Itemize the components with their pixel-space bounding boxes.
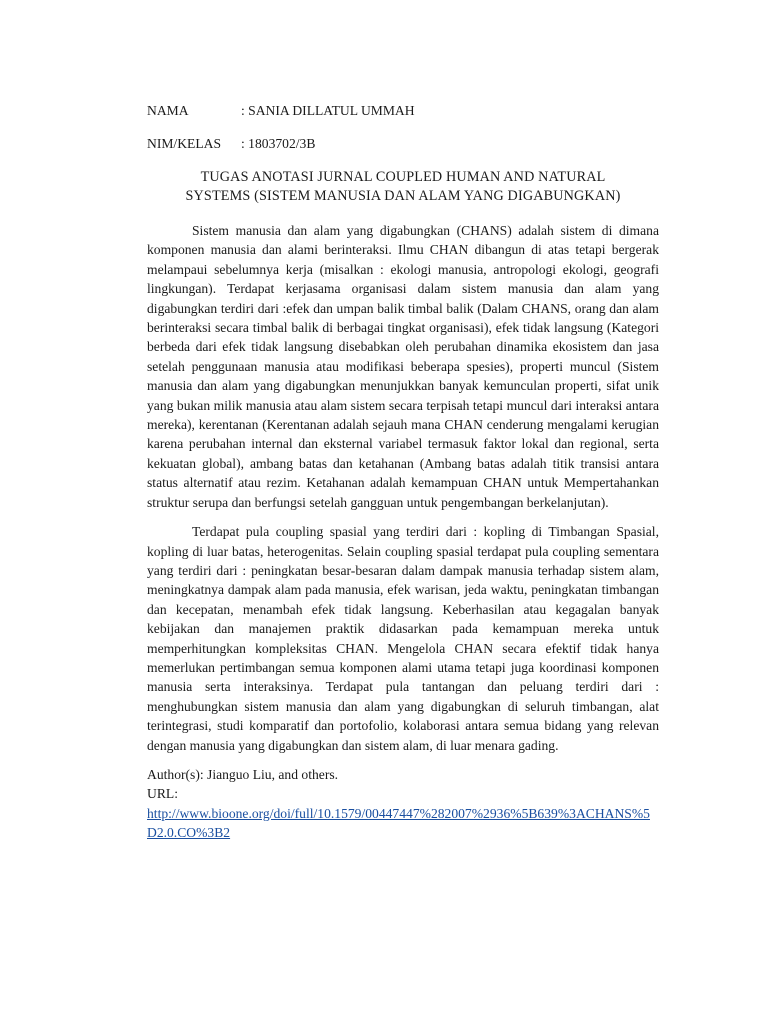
author-line: Author(s): Jianguo Liu, and others. [147,766,339,782]
nim-value: : 1803702/3B [241,136,316,152]
url-link[interactable]: http://www.bioone.org/doi/full/10.1579/00447447%282007%2936%5B639%3ACHANS%5D2.0.CO%3B2 [147,805,650,841]
paragraph-1: Sistem manusia dan alam yang digabungkan (CHANS) adalah sistem di dimana komponen manusia dan alami berinteraksi. Ilmu CHAN dibangun di atas tetapi bergerak melampaui sebelumnya kerja (misalkan : ekologi manusia, antropologi ekologi, geografi lingkungan). Terdapat kerjasama organisasi dalam sistem manusia dan alam yang digabungkan terdiri dari :efek dan umpan balik timbal balik (Dalam CHANS, orang dan alam berinteraksi secara timbal balik di berbagai tingkat organisasi), efek tidak langsung (Kategori berbeda dari efek tidak langsung disebabkan oleh perubahan dinamika ekosistem dan jasa setelah penggunaan manusia atau modifikasi beberapa spesies), properti muncul (Sistem manusia dan alam yang digabungkan menunjukkan banyak kemunculan properti, sifat unik yang bukan milik manusia atau alam sistem secara terpisah tetapi muncul dari interaksi antara mereka), kerentanan (Kerentanan adalah sejauh mana CHAN cenderung mengalami kerugian karena perubahan internal dan eksternal variabel termasuk faktor lokal dan regional, serta kekuatan global), ambang batas dan ketahanan (Ambang batas adalah titik transisi antara status alternatif atau rezim. Ketahanan adalah kemampuan CHAN untuk Mempertahankan struktur serupa dan berfungsi setelah gangguan untuk pengembangan berkelanjutan). [147,223,659,510]
nim-row [147,134,659,153]
name-value: : SANIA DILLATUL UMMAH [241,103,415,118]
url-label: URL: [147,786,178,802]
title-line-2: SYSTEMS (SISTEM MANUSIA DAN ALAM YANG DIGABUNGKAN) [185,188,621,205]
nim-label: NIM/KELAS [147,136,222,152]
document-body [147,101,659,843]
document-title [147,168,659,207]
name-label: NAMA [147,103,189,118]
title-line-1: TUGAS ANOTASI JURNAL COUPLED HUMAN AND NATURAL [200,168,606,185]
name-row [147,101,659,120]
paragraph-2: Terdapat pula coupling spasial yang terdiri dari : kopling di Timbangan Spasial, kopling di luar batas, heterogenitas. Selain coupling spasial terdapat pula coupling sementara yang terdiri dari : peningkatan besar-besaran dalam dampak manusia terhadap sistem alam, meningkatnya dampak alam pada manusia, efek warisan, jeda waktu, peningkatan timbangan dan kecepatan, menambah efek tidak langsung. Keberhasilan atau kegagalan banyak kebijakan dan manajemen praktik didasarkan pada kemampuan mereka untuk memperhitungkan kompleksitas CHAN. Mengelola CHAN secara efektif tidak hanya memerlukan pertimbangan semua komponen alami utama tetapi juga koordinasi komponen manusia serta interaksinya. Terdapat pula tantangan dan peluang terdiri dari : menghubungkan sistem manusia dan alam yang digabungkan di seluruh timbangan, alat terintegrasi, studi komparatif dan portofolio, kolaborasi antara semua bidang yang relevan dengan manusia yang digabungkan dan sistem alam, di luar menara gading. [147,524,659,753]
